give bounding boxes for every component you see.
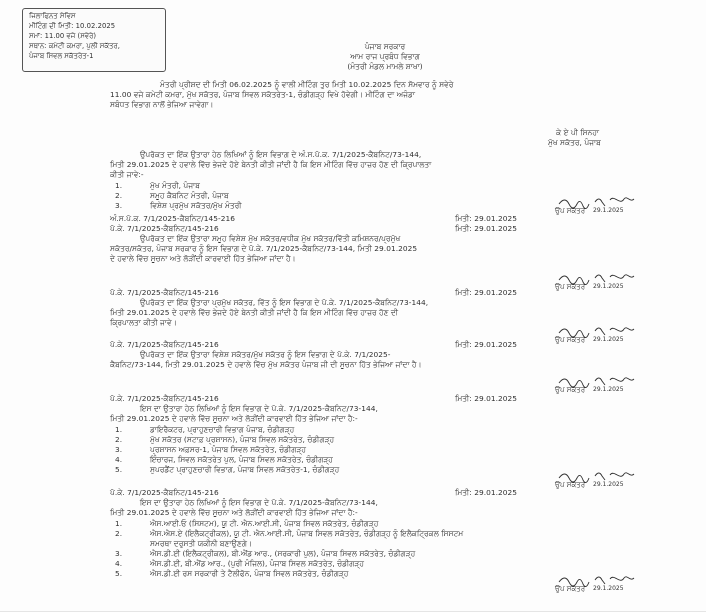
list-text: ਐਸ.ਡੀ.ਈ ਰਸ ਸਰਕਾਰੀ ਤੇ ਟੈਲੀਫੋਨ, ਪੰਜਾਬ ਸਿਵਲ ਸਕੱਤਰੇਤ, ਚੰਡੀਗੜ੍ਹ (150, 569, 349, 578)
stamp-line: ਮੀਟਿੰਗ ਦੀ ਮਿਤੀ: 10.02.2025 (29, 22, 116, 30)
list-text: ਪ੍ਰਸ਼ਾਸਨ ਅਫ਼ਸਰ-1, ਪੰਜਾਬ ਸਿਵਲ ਸਕੱਤਰੇਤ, ਚੰਡੀਗੜ੍ਹ (150, 445, 306, 454)
list-number: 4. (115, 455, 123, 464)
para-line: ਸਕੱਤਰ/ਸਕੱਤਰ, ਪੰਜਾਬ ਸਰਕਾਰ ਨੂੰ ਇਸ ਵਿਭਾਗ ਦੇ ਪੱ.ਕੇ. 7/1/2025-ਕੈਬਨਿਟ/73-144, ਮਿਤੀ 29.01.2025 (110, 244, 418, 253)
para-line: ਦੇ ਹਵਾਲੇ ਵਿੱਚ ਸੂਚਨਾ ਅਤੇ ਲੋੜੀਂਦੀ ਕਾਰਵਾਈ ਹਿੱਤ ਭੇਜਿਆ ਜਾਂਦਾ ਹੈ। (110, 254, 296, 263)
reference-number: ਅੰ.ਸ.ਪੱ.ਕ. 7/1/2025-ਕੈਬਨਿਟ/145-216 (110, 214, 235, 223)
list-text: ਮੁੱਖ ਸਕੱਤਰ (ਸਟਾਫ਼ ਪ੍ਰਸ਼ਾਸਨ), ਪੰਜਾਬ ਸਿਵਲ ਸਕੱਤਰੇਤ, ਚੰਡੀਗੜ੍ਹ (150, 435, 335, 444)
para-line: ਕੈਬਨਿਟ/73-144, ਮਿਤੀ 29.01.2025 ਦੇ ਹਵਾਲੇ ਵਿੱਚ ਮੁੱਖ ਸਕੱਤਰ ਪੰਜਾਬ ਜੀ ਦੀ ਸੂਚਨਾ ਹਿੱਤ ਭੇਜਿਆ ਜਾਂਦਾ ਹੈ। (110, 360, 422, 369)
signature-label: ਉਪ ਸਕੱਤਰ (555, 207, 586, 215)
header-line: (ਮੰਤਰੀ ਮੰਡਲ ਮਾਮਲੇ ਸ਼ਾਖਾ) (347, 62, 423, 71)
list-text: ਸਮਰਥਾ ਦਰੁਸਤੀ ਯਕੀਨੀ ਬਣਾਉਣਗੇ। (150, 539, 252, 548)
list-number: 3. (115, 201, 123, 210)
para-line: ਉਪਰੋਕਤ ਦਾ ਇੱਕ ਉਤਾਰਾ ਵਿਸ਼ੇਸ਼ ਸਕੱਤਰ/ਮੁੱਖ ਸਕੱਤਰ ਨੂੰ ਇਸ ਵਿਭਾਗ ਦੇ ਪੱ.ਕੇ. 7/1/2025- (140, 350, 391, 359)
reference-date: ਮਿਤੀ: 29.01.2025 (455, 340, 518, 349)
para-line: ਉਪਰੋਕਤ ਦਾ ਇੱਕ ਉਤਾਰਾ ਸਮੂਹ ਵਿਸ਼ੇਸ਼ ਮੁੱਖ ਸਕੱਤਰ/ਵਧੀਕ ਮੁੱਖ ਸਕੱਤਰ/ਵਿੱਤੀ ਕਮਿਸ਼ਨਰ/ਪ੍ਰਮੁੱਖ (140, 234, 401, 243)
signature-label: ਉਪ ਸਕੱਤਰ (555, 386, 586, 394)
para-line: ਇਸ ਦਾ ਉਤਾਰਾ ਹੇਠ ਲਿਖਿਆਂ ਨੂੰ ਇਸ ਵਿਭਾਗ ਦੇ ਪੱ.ਕੇ. 7/1/2025-ਕੈਬਨਿਟ/73-144, (140, 498, 378, 507)
list-text: ਸਮੂਹ ਕੈਬਨਿਟ ਮੰਤਰੀ, ਪੰਜਾਬ (150, 191, 229, 200)
para-line: ਕੀਤੀ ਜਾਵੇ:- (110, 170, 144, 179)
signature-label: ਉਪ ਸਕੱਤਰ (555, 481, 586, 489)
signature-label: ਉਪ ਸਕੱਤਰ (555, 585, 586, 593)
reference-number: ਪੱ.ਕੇ. 7/1/2025-ਕੈਬਨਿਟ/145-216 (110, 340, 219, 349)
signature-date: 29.1.2025 (593, 386, 624, 393)
stamp-line: ਪੰਜਾਬ ਸਿਵਲ ਸਕੱਤਰੇਤ-1 (29, 52, 94, 60)
list-number: 2. (115, 435, 123, 444)
meeting-stamp (22, 8, 166, 72)
list-text: ਡਾਇਰੈਕਟਰ, ਪ੍ਰਾਹੁਣਚਾਰੀ ਵਿਭਾਗ ਪੰਜਾਬ, ਚੰਡੀਗੜ੍ਹ (150, 425, 295, 434)
reference-number: ਪੱ.ਕੇ. 7/1/2025-ਕੈਬਨਿਟ/145-216 (110, 224, 219, 233)
list-text: ਐਸ.ਡੀ.ਈ, ਬੀ.ਐਂਡ ਆਰ., (ਪੁਰੀ ਮੰਜਿਲ), ਪੰਜਾਬ ਸਿਵਲ ਸਕੱਤਰੇਤ, ਚੰਡੀਗੜ੍ਹ (150, 559, 364, 568)
para-line: ਕ੍ਰਿਪਾਲਤਾ ਕੀਤੀ ਜਾਵੇ। (110, 318, 177, 327)
reference-date: ਮਿਤੀ: 29.01.2025 (455, 394, 518, 403)
reference-date: ਮਿਤੀ: 29.01.2025 (455, 488, 518, 497)
list-number: 1. (115, 519, 123, 528)
handwritten-signature (555, 468, 655, 492)
para-line: ਮਿਤੀ 29.01.2025 ਦੇ ਹਵਾਲੇ ਵਿੱਚ ਸੂਚਨਾ ਅਤੇ ਲੋੜੀਂਦੀ ਕਾਰਵਾਈ ਹਿੱਤ ਭੇਜਿਆ ਜਾਂਦਾ ਹੈ:- (110, 508, 358, 517)
signer-name: ਕੇ ਏ ਪੀ ਸਿਨਹਾ (556, 128, 600, 137)
signature-date: 29.1.2025 (593, 336, 624, 343)
para-line: ਮਿਤੀ 29.01.2025 ਦੇ ਹਵਾਲੇ ਵਿੱਚ ਭੇਜਦੇ ਹੋਏ ਬੇਨਤੀ ਕੀਤੀ ਜਾਂਦੀ ਹੈ ਕਿ ਇਸ ਮੀਟਿੰਗ ਵਿੱਚ ਹਾਜ਼ਰ ਹੋਣ ਦੀ ਕ੍ਰਿਪਾਲਤਾ (110, 160, 432, 169)
stamp-line: ਸਮਾਂ: 11.00 ਵਜੇ (ਸਵੇਰੇ) (29, 32, 97, 40)
list-text: ਐਸ.ਐਸ.ਏ (ਇਲੈਕਟ੍ਰੀਕਲ), ਯੂ ਟੀ. ਐਨ.ਆਈ.ਸੀ, ਪੰਜਾਬ ਸਿਵਲ ਸਕੱਤਰੇਤ, ਚੰਡੀਗੜ੍ਹ ਨੂੰ ਇਲੈਕਟ੍ਰਿਕਲ ਸਿਸਟਮ (150, 529, 464, 538)
list-text: ਸੁਪਰਡੈਂਟ ਪ੍ਰਾਹੁਣਚਾਰੀ ਵਿਭਾਗ, ਪੰਜਾਬ ਸਿਵਲ ਸਕੱਤਰੇਤ-1, ਚੰਡੀਗੜ੍ਹ (150, 465, 340, 474)
list-text: ਮੁੱਖ ਮੰਤਰੀ, ਪੰਜਾਬ (150, 181, 200, 190)
list-number: 3. (115, 445, 123, 454)
list-text: ਐਸ.ਆਈ.ਓ (ਸਿਸਟਮ), ਯੂ ਟੀ. ਐਨ.ਆਈ.ਸੀ, ਪੰਜਾਬ ਸਿਵਲ ਸਕੱਤਰੇਤ, ਚੰਡੀਗੜ੍ਹ (150, 519, 379, 528)
signature-date: 29.1.2025 (593, 585, 624, 592)
reference-date: ਮਿਤੀ: 29.01.2025 (455, 224, 518, 233)
handwritten-signature (555, 190, 655, 220)
list-number: 4. (115, 559, 123, 568)
signer-designation: ਮੁੱਖ ਸਕੱਤਰ, ਪੰਜਾਬ (548, 138, 601, 147)
para-line: ਉਪਰੋਕਤ ਦਾ ਇੱਕ ਉਤਾਰਾ ਪ੍ਰਮੁੱਖ ਸਕੱਤਰ, ਵਿੱਤ ਨੂੰ ਇਸ ਵਿਭਾਗ ਦੇ ਪੱ.ਕੇ. 7/1/2025-ਕੈਬਨਿਟ/73-144, (140, 298, 429, 307)
intro-line: ਸਬੰਧਤ ਵਿਭਾਗ ਨਾਲੋਂ ਭੇਜਿਆ ਜਾਵੇਗਾ। (110, 100, 214, 109)
signature-label: ਉਪ ਸਕੱਤਰ (555, 336, 586, 344)
list-text: ਇੰਚਾਰਜ, ਸਿਵਲ ਸਕੱਤਰੇਤ ਪੁਲ, ਪੰਜਾਬ ਸਿਵਲ ਸਕੱਤਰੇਤ, ਚੰਡੀਗੜ੍ਹ (150, 455, 333, 464)
header-line: ਆਮ ਰਾਜ ਪ੍ਰਬੰਧ ਵਿਭਾਗ (350, 52, 420, 61)
handwritten-signature (555, 572, 655, 596)
para-line: ਇਸ ਦਾ ਉਤਾਰਾ ਹੇਠ ਲਿਖਿਆਂ ਨੂੰ ਇਸ ਵਿਭਾਗ ਦੇ ਪੱ.ਕੇ. 7/1/2025-ਕੈਬਨਿਟ/73-144, (140, 404, 378, 413)
list-text: ਐਸ.ਡੀ.ਈ (ਇਲੈਕਟ੍ਰੀਕਲ), ਬੀ.ਐਂਡ ਆਰ., (ਸਰਕਾਰੀ ਪੁਲ), ਪੰਜਾਬ ਸਿਵਲ ਸਕੱਤਰੇਤ, ਚੰਡੀਗੜ੍ਹ (150, 549, 416, 558)
para-line: ਉਪਰੋਕਤ ਦਾ ਇੱਕ ਉਤਾਰਾ ਹੇਠ ਲਿਖਿਆਂ ਨੂੰ ਇਸ ਵਿਭਾਗ ਦੇ ਅੰ.ਸ.ਪੱ.ਕ. 7/1/2025-ਕੈਬਨਿਟ/73-144, (140, 150, 422, 159)
handwritten-signature (555, 322, 655, 348)
reference-number: ਪੱ.ਕੇ. 7/1/2025-ਕੈਬਨਿਟ/145-216 (110, 394, 219, 403)
stamp-line: ਜਿਲਾਫਿਨਤ ਸੇਵਿਸ (29, 12, 76, 20)
list-number: 5. (115, 569, 123, 578)
signature-label: ਉਪ ਸਕੱਤਰ (555, 283, 586, 291)
header-line: ਪੰਜਾਬ ਸਰਕਾਰ (364, 42, 406, 51)
para-line: ਮਿਤੀ 29.01.2025 ਦੇ ਹਵਾਲੇ ਵਿੱਚ ਭੇਜਦੇ ਹੋਏ ਬੇਨਤੀ ਕੀਤੀ ਜਾਂਦੀ ਹੈ ਕਿ ਇਸ ਮੀਟਿੰਗ ਵਿੱਚ ਹਾਜ਼ਰ ਹੋਣ ਦੀ (110, 308, 399, 317)
intro-line: 11.00 ਵਜੇ ਕਮੇਟੀ ਕਮਰਾ, ਮੁੱਖ ਸਕੱਤਰ, ਪੰਜਾਬ ਸਿਵਲ ਸਕੱਤਰੇਤ-1, ਚੰਡੀਗੜ੍ਹ ਵਿਖੇ ਹੋਵੇਗੀ। ਮੀਟਿੰਗ ਦਾ ਅਜੰਡਾ (110, 90, 415, 99)
reference-date: ਮਿਤੀ: 29.01.2025 (455, 288, 518, 297)
list-number: 1. (115, 181, 123, 190)
stamp-line: ਸਥਾਨ: ਕਮੇਟੀ ਕਮਰਾ, ਪੁਲੀ ਸਕੱਤਰ, (29, 42, 120, 50)
para-line: ਮਿਤੀ 29.01.2025 ਦੇ ਹਵਾਲੇ ਵਿੱਚ ਸੂਚਨਾ ਅਤੇ ਲੋੜੀਂਦੀ ਕਾਰਵਾਈ ਹਿੱਤ ਭੇਜਿਆ ਜਾਂਦਾ ਹੈ:- (110, 414, 358, 423)
handwritten-signature (555, 268, 655, 296)
reference-date: ਮਿਤੀ: 29.01.2025 (455, 214, 518, 223)
reference-number: ਪੱ.ਕੇ. 7/1/2025-ਕੈਬਨਿਟ/145-216 (110, 288, 219, 297)
list-number: 3. (115, 549, 123, 558)
list-text: ਵਿਸ਼ੇਸ਼ ਪ੍ਰਮੁੱਖ ਸਕੱਤਰ/ਮੁੱਖ ਮੰਤਰੀ (150, 201, 242, 210)
list-number: 2. (115, 191, 123, 200)
signature-date: 29.1.2025 (593, 207, 624, 214)
reference-number: ਪੱ.ਕੇ. 7/1/2025-ਕੈਬਨਿਟ/145-216 (110, 488, 219, 497)
list-number: 5. (115, 465, 123, 474)
list-number: 2. (115, 529, 123, 538)
list-number: 1. (115, 425, 123, 434)
signature-date: 29.1.2025 (593, 283, 624, 290)
handwritten-signature (555, 372, 655, 398)
signature-date: 29.1.2025 (593, 481, 624, 488)
intro-line: ਮੰਤਰੀ ਪ੍ਰੀਸ਼ਦ ਦੀ ਮਿਤੀ 06.02.2025 ਨੂੰ ਵਾਲੀ ਮੀਟਿੰਗ ਤੁਰ ਮਿਤੀ 10.02.2025 ਦਿਨ ਸੋਮਵਾਰ ਨੂੰ ਸਵੇਰੇ (160, 80, 454, 89)
